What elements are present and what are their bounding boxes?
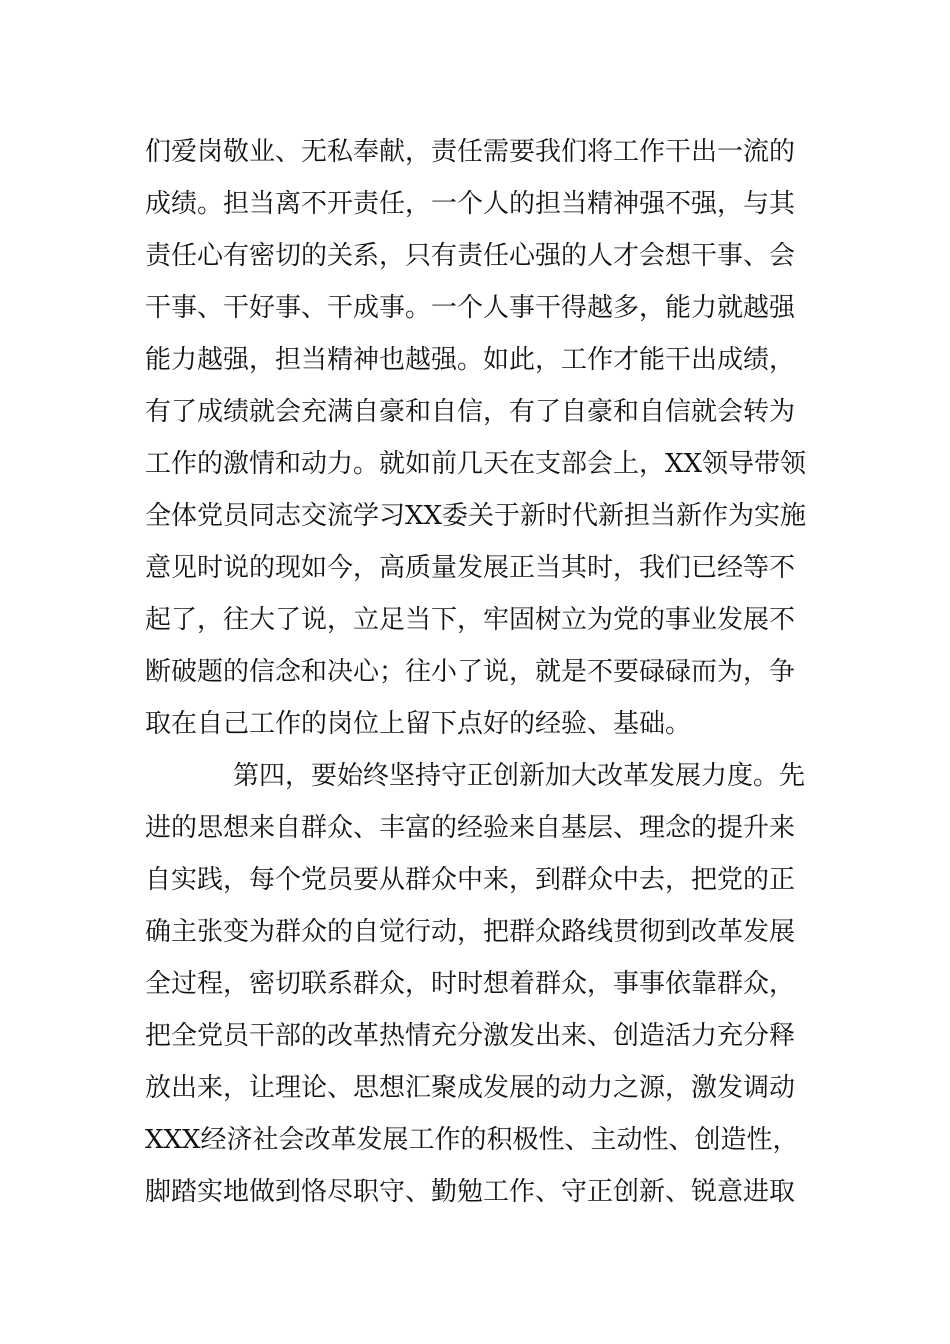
text-line: 有了成绩就会充满自豪和自信，有了自豪和自信就会转为 [145, 397, 796, 427]
text-line: 把全党员干部的改革热情充分激发出来、创造活力充分释 [145, 1021, 796, 1051]
text-line: 自实践，每个党员要从群众中来，到群众中去，把党的正 [145, 865, 796, 895]
text-line: 工作的激情和动力。就如前几天在支部会上，XX领导带领 [145, 449, 807, 479]
text-line: XXX经济社会改革发展工作的积极性、主动性、创造性， [145, 1125, 799, 1155]
text-line: 全过程，密切联系群众，时时想着群众，事事依靠群众， [145, 969, 796, 999]
text-line: 取在自己工作的岗位上留下点好的经验、基础。 [145, 709, 692, 739]
text-line: 们爱岗敬业、无私奉献，责任需要我们将工作干出一流的 [145, 137, 796, 167]
text-line: 放出来，让理论、思想汇聚成发展的动力之源，激发调动 [145, 1073, 796, 1103]
text-line: 干事、干好事、干成事。一个人事干得越多，能力就越强 [145, 293, 796, 323]
text-line: 责任心有密切的关系，只有责任心强的人才会想干事、会 [145, 241, 796, 271]
text-line: 意见时说的现如今，高质量发展正当其时，我们已经等不 [145, 553, 796, 583]
text-line: 起了，往大了说，立足当下，牢固树立为党的事业发展不 [145, 605, 796, 635]
text-line: 脚踏实地做到恪尽职守、勤勉工作、守正创新、锐意进取 [145, 1177, 796, 1207]
text-line: 确主张变为群众的自觉行动，把群众路线贯彻到改革发展 [145, 917, 796, 947]
text-line: 成绩。担当离不开责任，一个人的担当精神强不强，与其 [145, 189, 796, 219]
text-line: 全体党员同志交流学习XX委关于新时代新担当新作为实施 [145, 501, 807, 531]
body-text [145, 126, 815, 1218]
text-line: 断破题的信念和决心；往小了说，就是不要碌碌而为，争 [145, 657, 796, 687]
text-line: 能力越强，担当精神也越强。如此，工作才能干出成绩， [145, 345, 796, 375]
text-line: 进的思想来自群众、丰富的经验来自基层、理念的提升来 [145, 813, 796, 843]
section-heading-line: 第四，要始终坚持守正创新加大改革发展力度。先 [233, 761, 806, 791]
